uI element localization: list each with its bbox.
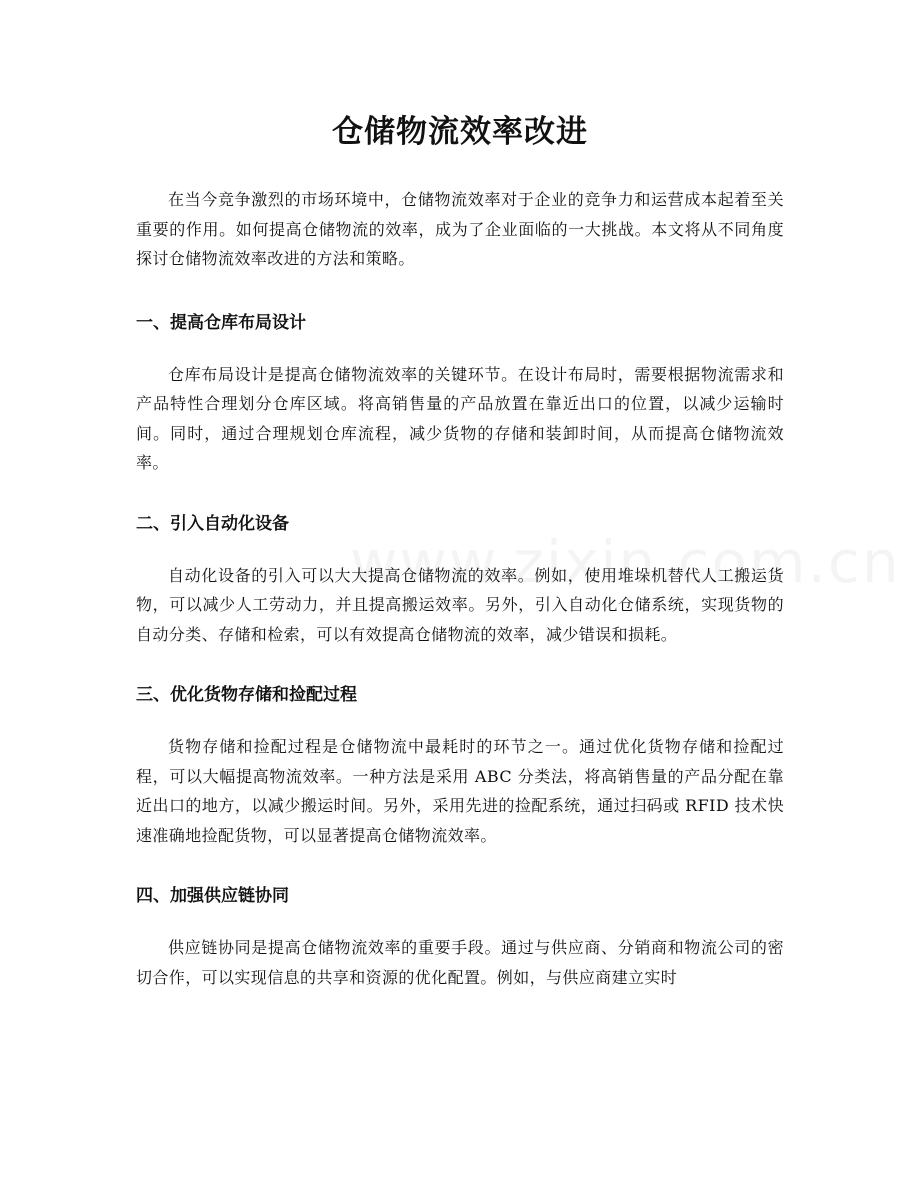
section-paragraph-3: 货物存储和捡配过程是仓储物流中最耗时的环节之一。通过优化货物存储和捡配过程，可以大幅提高物流效率。一种方法是采用 ABC 分类法，将高销售量的产品分配在靠近出口的地方，以减少搬运时间。另外，采用先进的捡配系统，通过扫码或 RFID 技术快速准确地捡配货物，可以显著提高仓储物流效率。	[136, 737, 784, 845]
section-heading-3: 三、优化货物存储和捡配过程	[136, 685, 357, 705]
document-body	[136, 185, 784, 992]
section-paragraph-2: 自动化设备的引入可以大大提高仓储物流的效率。例如，使用堆垛机替代人工搬运货物，可以减少人工劳动力，并且提高搬运效率。另外，引入自动化仓储系统，实现货物的自动分类、存储和检索，可以有效提高仓储物流的效率，减少错误和损耗。	[136, 565, 784, 644]
section-heading-1: 一、提高仓库布局设计	[136, 312, 306, 333]
section-heading-2: 二、引入自动化设备	[136, 513, 289, 534]
section-heading-4: 四、加强供应链协同	[136, 886, 289, 906]
section-paragraph-1: 仓库布局设计是提高仓储物流效率的关键环节。在设计布局时，需要根据物流需求和产品特性合理划分仓库区域。将高销售量的产品放置在靠近出口的位置，以减少运输时间。同时，通过合理规划仓库流程，减少货物的存储和装卸时间，从而提高仓储物流效率。	[136, 364, 784, 472]
section-paragraph-4: 供应链协同是提高仓储物流效率的重要手段。通过与供应商、分销商和物流公司的密切合作，可以实现信息的共享和资源的优化配置。例如，与供应商建立实时	[136, 938, 784, 987]
page-title: 仓储物流效率改进	[332, 114, 588, 150]
intro-paragraph: 在当今竞争激烈的市场环境中，仓储物流效率对于企业的竞争力和运营成本起着至关重要的作用。如何提高仓储物流的效率，成为了企业面临的一大挑战。本文将从不同角度探讨仓储物流效率改进的方法和策略。	[136, 190, 784, 268]
